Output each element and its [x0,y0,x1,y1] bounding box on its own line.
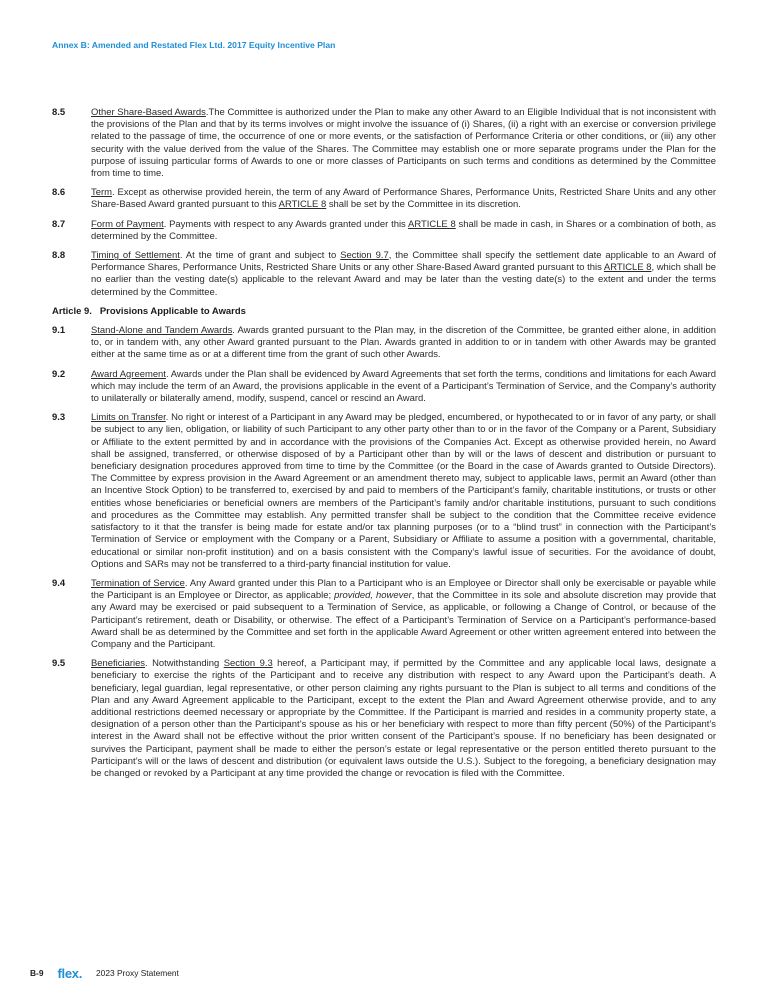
section-body: . At the time of grant and subject to [179,250,341,262]
section-text [91,107,716,180]
section-title: Form of Payment [91,218,164,230]
section-body: shall be made in cash, in Shares or a combination of both, as determined by the Committee. [91,218,716,242]
section-number: 9.5 [52,658,66,670]
page-footer [30,966,179,980]
section-9-3 [52,412,716,571]
cross-reference-link[interactable]: ARTICLE 8 [603,262,652,274]
section-9-2 [52,369,716,406]
section-text [91,412,716,571]
section-body: . Awards granted pursuant to the Plan may, in the discretion of the Committee, be granted either alone, in addition to, or in tandem with, any other Award granted pursuant to the Plan. Awards granted in addition to or in tandem with other Awards may be granted either at the same time as or at a different time from the grant of such other Awards. [91,325,716,361]
section-9-1 [52,325,716,362]
section-title: Award Agreement [91,368,166,380]
section-body: , which shall be no earlier than the vesting date(s) applicable to the relevant Award and may be later than the vesting date(s) to the extent and under the terms determined by the Committee. [91,262,716,298]
section-body: , the Committee shall specify the settlement date applicable to an Award of Performance Shares, Performance Units, Restricted Share Units or any other Share-Based Award granted pursuant to this [91,250,716,274]
section-body: , that the Committee in its sole and absolute discretion may provide that any Award may be exercised or paid subsequent to a Termination of Service, as applicable, or following a Change of Control, or because of the Participant’s retirement, death or Disability, or otherwise. The effect of a Participant’s Termination of Service on a Participant’s performance-based Award shall be as determined by the Committee and set forth in the applicable Award Agreement or other written agreement entered into between the Company and the Participant. [91,590,716,650]
section-body: . Except as otherwise provided herein, the term of any Award of Performance Shares, Performance Units, Restricted Share Units and any other Share-Based Award granted pursuant to this [91,187,716,211]
cross-reference-link[interactable]: ARTICLE 8 [278,199,327,211]
section-8-7 [52,219,716,243]
section-9-4 [52,578,716,651]
section-8-8 [52,250,716,299]
section-number: 9.1 [52,325,66,337]
section-title: Beneficiaries [91,658,146,670]
section-text [91,369,716,406]
section-title: Stand-Alone and Tandem Awards [91,325,233,337]
section-number: 8.7 [52,218,66,230]
section-body: . Notwithstanding [145,658,224,670]
section-number: 8.6 [52,187,66,199]
section-title: Term [91,187,112,199]
section-9-5 [52,658,716,780]
section-body: . Payments with respect to any Awards granted under this [163,218,409,230]
section-title: Termination of Service [91,577,185,589]
section-title: Other Share-Based Awards [91,107,206,118]
flex-logo: flex. [57,965,83,981]
section-text [91,578,716,651]
section-number: 8.8 [52,250,66,262]
section-body: . Any Award granted under this Plan to a Participant who is an Employee or Director shall only be exercisable or payable while the Participant is an Employee or Director, as applicable; [91,577,717,602]
page-header: Annex B: Amended and Restated Flex Ltd. 2017 Equity Incentive Plan [52,40,336,50]
section-text [91,250,716,299]
cross-reference-link[interactable]: Section 9.3 [223,658,273,670]
page-number: B-9 [30,968,44,978]
section-text [91,187,716,211]
emphasis-text: provided, however [334,590,412,602]
section-8-5 [52,107,716,180]
article-number: Article 9. [52,305,92,317]
section-number: 8.5 [52,107,66,118]
section-number: 9.4 [52,577,66,589]
section-body: . Awards under the Plan shall be evidenced by Award Agreements that set forth the terms, conditions and limitations for each Award which may include the term of an Award, the provisions applicable in the event of a Participant’s Termination of Service, and the Company’s authority to unilaterally or bilaterally amend, modify, suspend, cancel or rescind an Award. [91,368,716,405]
section-title: Limits on Transfer [91,412,166,424]
section-number: 9.2 [52,368,66,380]
section-title: Timing of Settlement [91,250,180,262]
section-body: .The Committee is authorized under the Plan to make any other Award to an Eligible Individual that is not inconsistent with the provisions of the Plan and that by its terms involves or might involve the issuance of (i) Shares, (ii) a right with an exercise or conversion privilege related to the passage of time, the occurrence of one or more events, or the satisfaction of Performance Criteria or other conditions, or (iii) any other security with the value derived from the value of the Shares. The Committee may establish one or more separate programs under the Plan for the purpose of issuing particular forms of Awards to one or more classes of Participants on such terms and conditions as determined by the Committee from time to time. [91,107,716,180]
section-text [91,219,716,243]
document-body [52,107,716,787]
document-name: 2023 Proxy Statement [96,968,179,978]
article-title: Provisions Applicable to Awards [99,305,246,317]
section-text [91,325,716,362]
section-text [91,658,716,780]
section-body: shall be set by the Committee in its discretion. [326,199,521,211]
section-number: 9.3 [52,412,66,424]
cross-reference-link[interactable]: Section 9.7 [340,250,389,262]
article-heading [52,306,716,318]
section-body: hereof, a Participant may, if permitted by the Committee and any applicable local laws, designate a beneficiary to exercise the rights of the Participant and to receive any distribution with respect to any Award upon the Participant’s death. A beneficiary, legal guardian, legal representative, or other person claiming any rights pursuant to the Plan is subject to all terms and conditions of the Plan and any Award Agreement applicable to the Participant, except to the extent the Plan and Award Agreement otherwise provide, and to any additional restrictions deemed necessary or appropriate by the Committee. If the Participant is married and resides in a community property state, a designation of a person other than the Participant’s spouse as his or her beneficiary with respect to more than fifty percent (50%) of the Participant’s interest in the Award shall not be effective without the prior written consent of the Participant’s spouse. If no beneficiary has been designated or survives the Participant, payment shall be made to either the person’s estate or legal representative or the person entitled thereto pursuant to the Participant’s will or the laws of descent and distribution (or equivalent laws outside the U.S.). Subject to the foregoing, a beneficiary designation may be changed or revoked by a Participant at any time provided the change or revocation is filed with the Committee. [91,658,716,779]
section-8-6 [52,187,716,211]
cross-reference-link[interactable]: ARTICLE 8 [408,218,456,230]
section-body: . No right or interest of a Participant in any Award may be pledged, encumbered, or hypothecated to or in favor of any party, or shall be subject to any lien, obligation, or liability of such Participant to any other party other than to or in the favor of the Company or a Parent, Subsidiary or Affiliate to the extent permitted by and in accordance with the provisions of the Companies Act. Except as otherwise provided herein, no Award shall be assigned, transferred, or otherwise disposed of by a Participant other than by will or the laws of descent and distribution or pursuant to beneficiary designation procedures approved from time to time by the Committee (or the Board in the case of Awards granted to Outside Directors). The Committee by express provision in the Award Agreement or an amendment thereto may, subject to applicable laws, permit an Award (other than an Incentive Stock Option) to be transferred to, exercised by and paid to members of the Participant’s family, charitable institutions, or trusts or other entities whose beneficiaries or beneficial owners are members of the Participant’s family and/or charitable institutions, pursuant to such conditions and procedures as the Committee may establish. Any permitted transfer shall be subject to the condition that the Committee receive evidence satisfactory to it that the transfer is being made for estate and/or tax planning purposes (or to a “blind trust” in connection with the Participant’s Termination of Service or employment with the Company or a Parent, Subsidiary or Affiliate to assume a position with a governmental, charitable, educational or similar non-profit institution) and on a basis consistent with the Company’s lawful issue of securities. For the avoidance of doubt, Options and SARs may not be transferred to a third-party financial institution for value. [91,412,716,570]
